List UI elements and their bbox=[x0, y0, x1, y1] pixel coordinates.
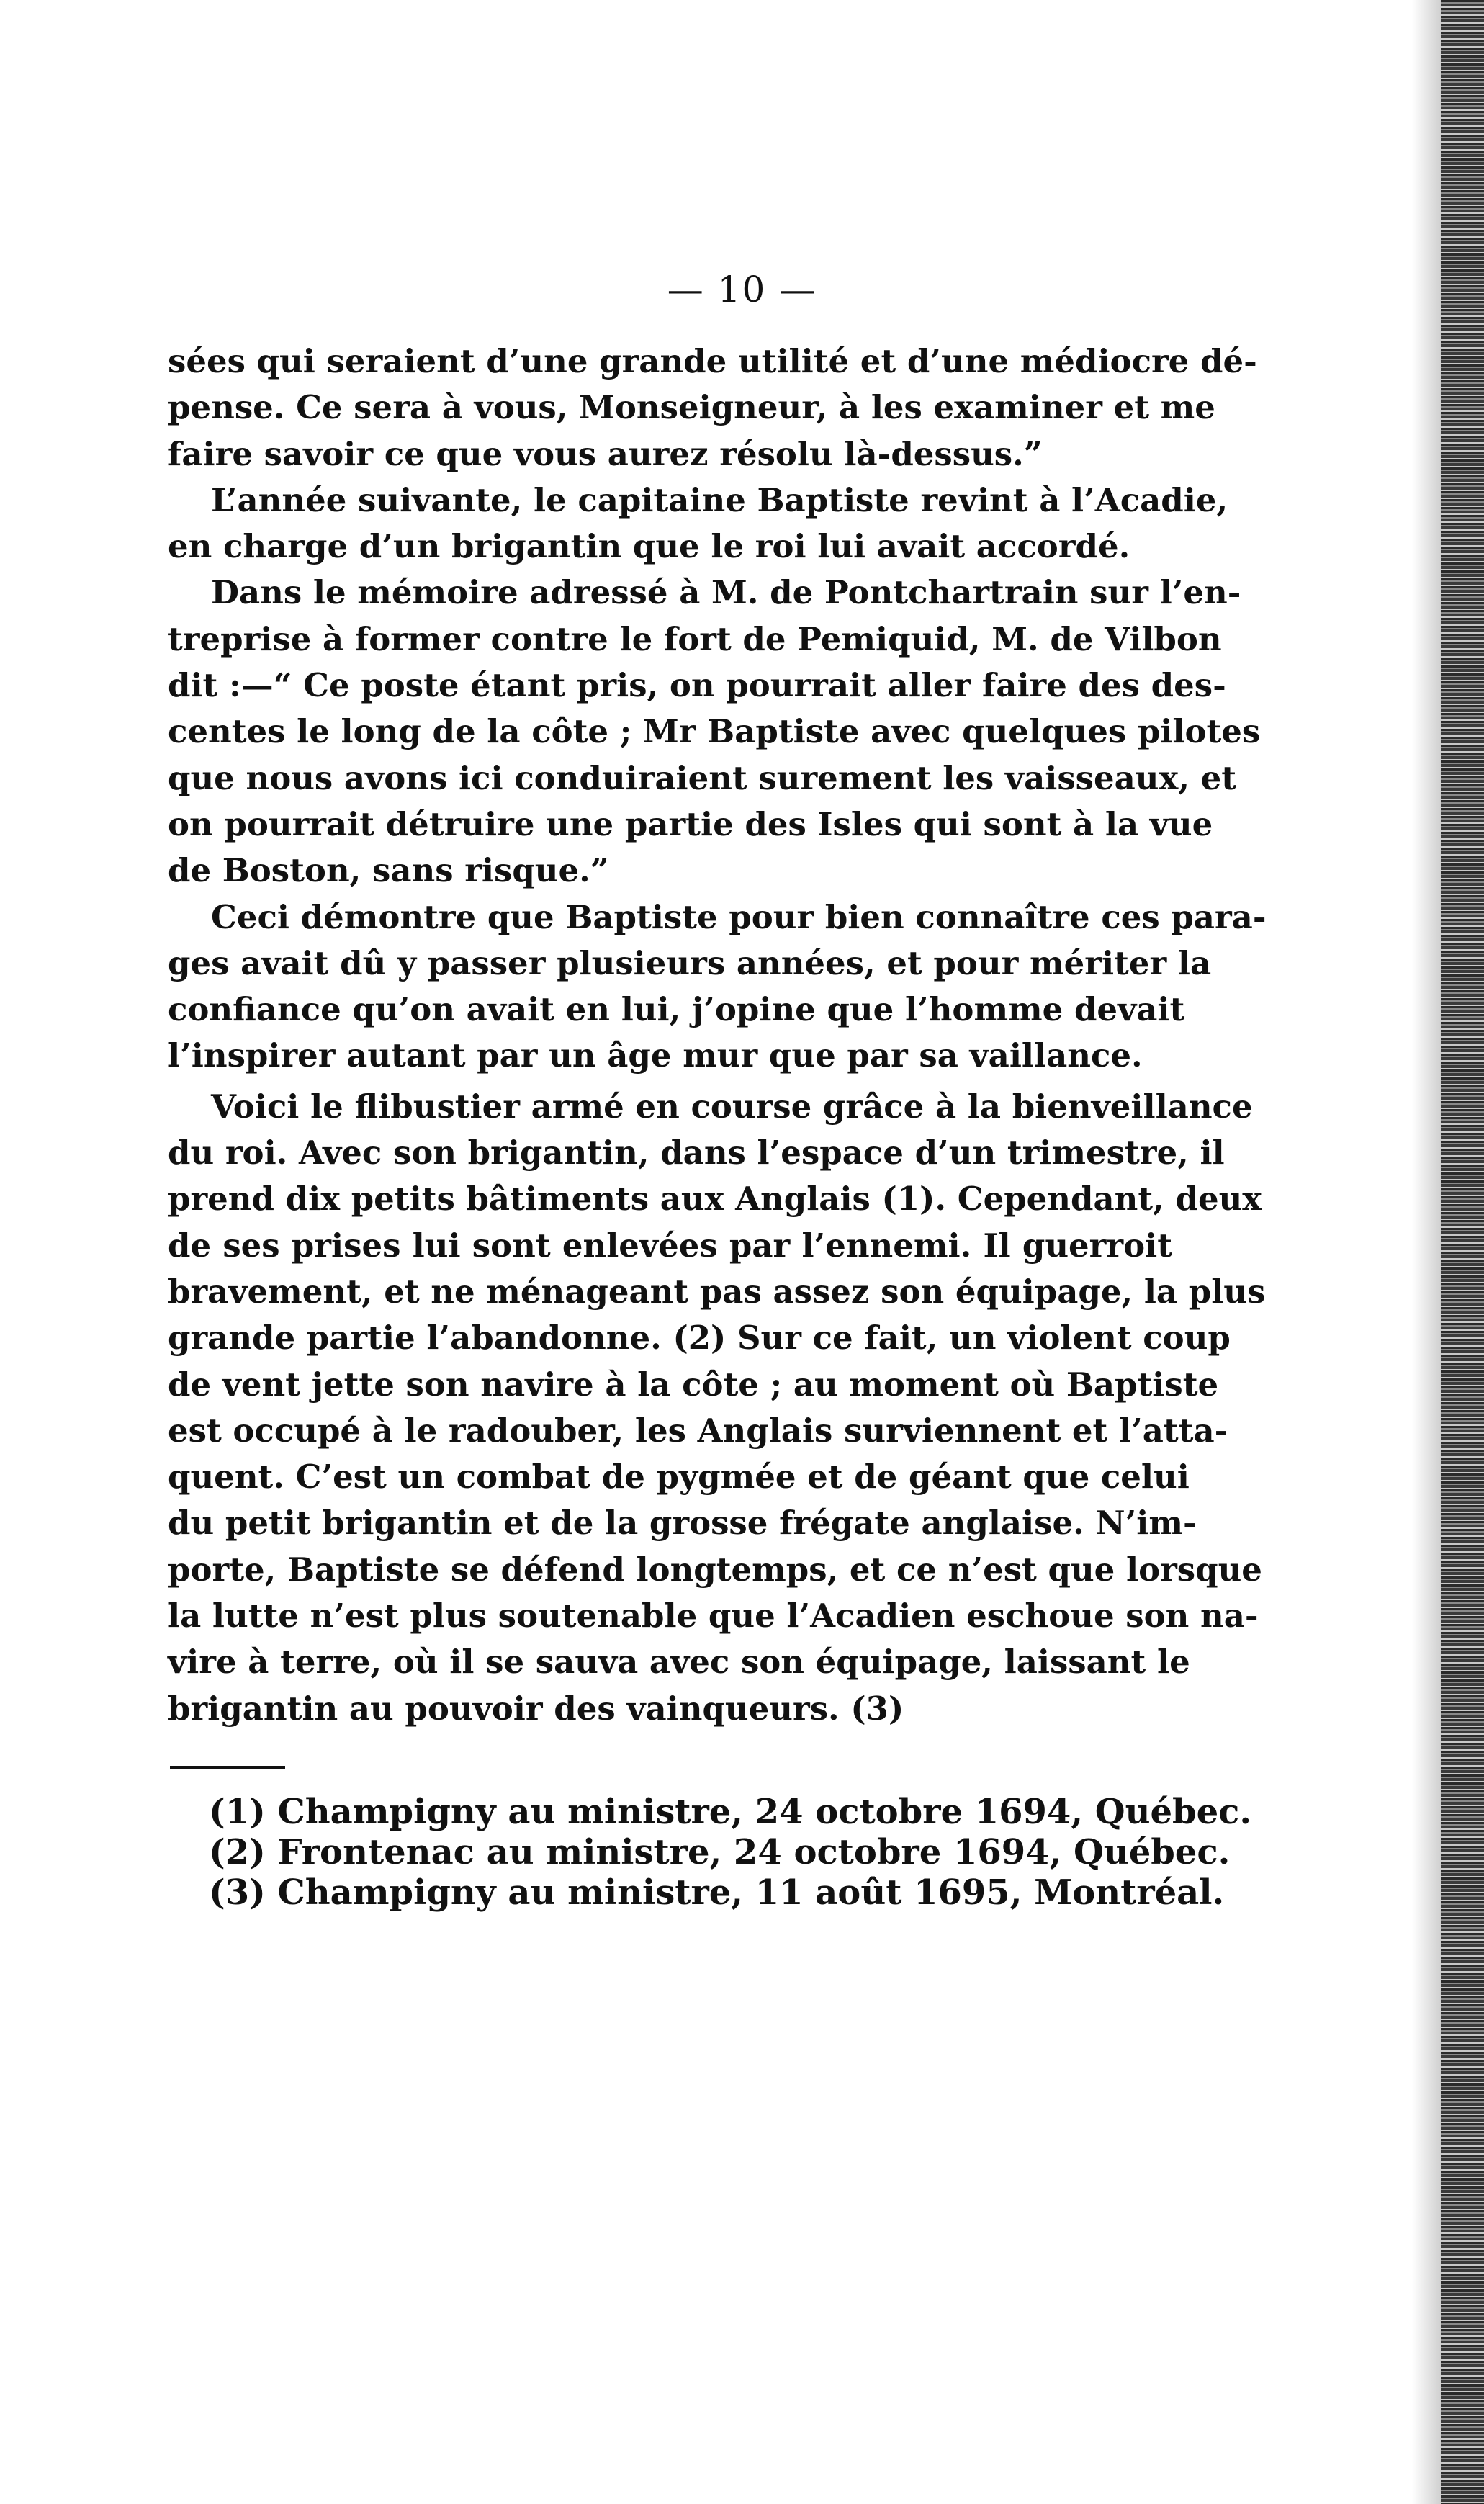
page-number: — 10 — bbox=[667, 269, 817, 310]
footnotes bbox=[209, 1792, 1252, 1913]
text-line: porte, Baptiste se défend longtemps, et ce n’est que lorsque bbox=[168, 1550, 1262, 1589]
text-line: de vent jette son navire à la côte ; au moment où Baptiste bbox=[168, 1365, 1219, 1404]
footnote: (2) Frontenac au ministre, 24 octobre 1694, Québec. bbox=[209, 1832, 1231, 1872]
text-line: Voici le flibustier armé en course grâce à la bienveillance bbox=[211, 1087, 1253, 1126]
text-line: en charge d’un brigantin que le roi lui avait accordé. bbox=[168, 527, 1130, 566]
text-line: dit :—“ Ce poste étant pris, on pourrait aller faire des des- bbox=[168, 666, 1226, 705]
text-line: brigantin au pouvoir des vainqueurs. (3) bbox=[168, 1689, 904, 1728]
text-line: on pourrait détruire une partie des Isles qui sont à la vue bbox=[168, 804, 1213, 843]
text-line: quent. C’est un combat de pygmée et de géant que celui bbox=[168, 1458, 1190, 1496]
text-line: est occupé à le radouber, les Anglais surviennent et l’atta- bbox=[168, 1411, 1228, 1450]
text-line: L’année suivante, le capitaine Baptiste revint à l’Acadie, bbox=[211, 480, 1228, 519]
text-line: que nous avons ici conduiraient surement les vaisseaux, et bbox=[168, 758, 1237, 797]
text-line: Dans le mémoire adressé à M. de Pontchartrain sur l’en- bbox=[211, 573, 1241, 612]
body-text bbox=[168, 338, 1267, 1732]
text-line: confiance qu’on avait en lui, j’opine que l’homme devait bbox=[168, 990, 1185, 1029]
text-line: de Boston, sans risque.” bbox=[168, 851, 609, 890]
text-line: sées qui seraient d’une grande utilité et d’une médiocre dé- bbox=[168, 342, 1257, 380]
footnote: (1) Champigny au ministre, 24 octobre 1694, Québec. bbox=[209, 1792, 1252, 1832]
scan-edge-shadow bbox=[1412, 0, 1441, 2504]
text-line: ges avait dû y passer plusieurs années, et pour mériter la bbox=[168, 943, 1212, 982]
text-line: faire savoir ce que vous aurez résolu là-dessus.” bbox=[168, 434, 1043, 473]
text-line: grande partie l’abandonne. (2) Sur ce fait, un violent coup bbox=[168, 1319, 1231, 1358]
text-line: du roi. Avec son brigantin, dans l’espace d’un trimestre, il bbox=[168, 1134, 1225, 1172]
text-line: Ceci démontre que Baptiste pour bien connaître ces para- bbox=[211, 897, 1267, 936]
text-line: l’inspirer autant par un âge mur que par sa vaillance. bbox=[168, 1036, 1143, 1075]
text-line: la lutte n’est plus soutenable que l’Acadien eschoue son na- bbox=[168, 1597, 1259, 1635]
text-line: centes le long de la côte ; Mr Baptiste avec quelques pilotes bbox=[168, 712, 1261, 751]
text-line: prend dix petits bâtiments aux Anglais (1). Cependant, deux bbox=[168, 1180, 1262, 1219]
footnote-separator bbox=[170, 1766, 285, 1769]
footnote: (3) Champigny au ministre, 11 août 1695, Montréal. bbox=[209, 1872, 1225, 1913]
text-line: treprise à former contre le fort de Pemiquid, M. de Vilbon bbox=[168, 619, 1222, 658]
text-line: vire à terre, où il se sauva avec son équipage, laissant le bbox=[168, 1643, 1190, 1682]
text-line: de ses prises lui sont enlevées par l’ennemi. Il guerroit bbox=[168, 1226, 1172, 1265]
text-line: du petit brigantin et de la grosse frégate anglaise. N’im- bbox=[168, 1504, 1197, 1543]
text-line: pense. Ce sera à vous, Monseigneur, à les examiner et me bbox=[168, 388, 1215, 427]
scan-edge bbox=[1441, 0, 1484, 2504]
text-line: bravement, et ne ménageant pas assez son équipage, la plus bbox=[168, 1272, 1266, 1311]
